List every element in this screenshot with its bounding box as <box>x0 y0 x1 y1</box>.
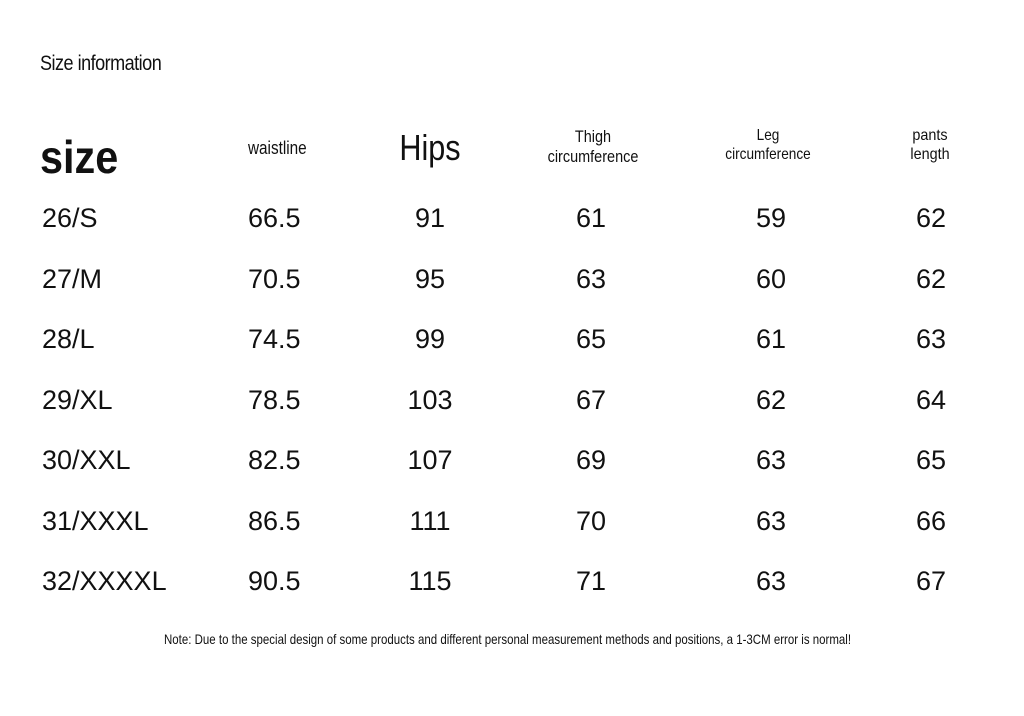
cell-hips: 103 <box>407 385 453 415</box>
cell-pants-length: 65 <box>915 445 947 475</box>
cell-hips: 115 <box>408 566 452 596</box>
header-size: size <box>40 131 119 183</box>
table-row <box>0 440 1024 480</box>
cell-leg-circumference: 62 <box>755 385 787 415</box>
header-thigh-circumference <box>534 127 653 168</box>
cell-thigh-circumference: 69 <box>575 445 607 475</box>
cell-hips: 91 <box>414 203 446 233</box>
cell-hips: 95 <box>414 264 446 294</box>
cell-pants-length: 64 <box>915 385 947 415</box>
cell-thigh-circumference: 61 <box>575 203 607 233</box>
cell-thigh-circumference: 65 <box>575 324 607 354</box>
cell-pants-length: 67 <box>915 566 947 596</box>
cell-thigh-circumference: 67 <box>575 385 607 415</box>
cell-pants-length: 62 <box>915 264 947 294</box>
cell-waistline: 86.5 <box>248 506 301 536</box>
cell-leg-circumference: 59 <box>755 203 787 233</box>
cell-waistline: 66.5 <box>248 203 301 233</box>
cell-hips: 107 <box>407 445 453 475</box>
cell-waistline: 90.5 <box>248 566 301 596</box>
table-row <box>0 561 1024 601</box>
header-hips: Hips <box>399 127 461 168</box>
cell-waistline: 78.5 <box>248 385 301 415</box>
cell-size: 30/XXL <box>42 445 131 475</box>
header-waistline: waistline <box>248 138 307 158</box>
cell-size: 27/M <box>42 264 103 294</box>
header-pants-line1: pants <box>912 127 948 144</box>
cell-thigh-circumference: 71 <box>575 566 607 596</box>
cell-leg-circumference: 63 <box>755 445 787 475</box>
table-row <box>0 259 1024 299</box>
cell-waistline: 74.5 <box>248 324 301 354</box>
cell-size: 32/XXXXL <box>42 566 167 596</box>
table-row <box>0 501 1024 541</box>
header-thigh-line1: Thigh <box>574 127 612 146</box>
header-pants-length <box>885 126 975 164</box>
cell-pants-length: 63 <box>915 324 947 354</box>
header-thigh-line2: circumference <box>547 147 639 167</box>
header-leg-line1: Leg <box>756 127 780 144</box>
table-row <box>0 319 1024 359</box>
header-leg-line2: circumference <box>725 146 811 164</box>
cell-thigh-circumference: 63 <box>575 264 607 294</box>
cell-hips: 99 <box>414 324 446 354</box>
cell-hips: 111 <box>409 506 451 536</box>
cell-size: 31/XXXL <box>42 506 149 536</box>
cell-leg-circumference: 63 <box>755 506 787 536</box>
cell-size: 28/L <box>42 324 95 354</box>
cell-size: 26/S <box>42 203 98 233</box>
cell-thigh-circumference: 70 <box>575 506 607 536</box>
cell-size: 29/XL <box>42 385 113 415</box>
cell-waistline: 70.5 <box>248 264 301 294</box>
cell-leg-circumference: 61 <box>755 324 787 354</box>
table-row <box>0 198 1024 238</box>
cell-leg-circumference: 60 <box>755 264 787 294</box>
cell-leg-circumference: 63 <box>755 566 787 596</box>
measurement-note: Note: Due to the special design of some products and different personal measurement methods and positions, a 1-3CM error is normal! <box>164 631 852 647</box>
cell-pants-length: 66 <box>915 506 947 536</box>
cell-pants-length: 62 <box>915 203 947 233</box>
page-title: Size information <box>40 52 162 75</box>
header-pants-line2: length <box>910 146 950 164</box>
table-row <box>0 380 1024 420</box>
cell-waistline: 82.5 <box>248 445 301 475</box>
header-leg-circumference <box>709 126 828 164</box>
